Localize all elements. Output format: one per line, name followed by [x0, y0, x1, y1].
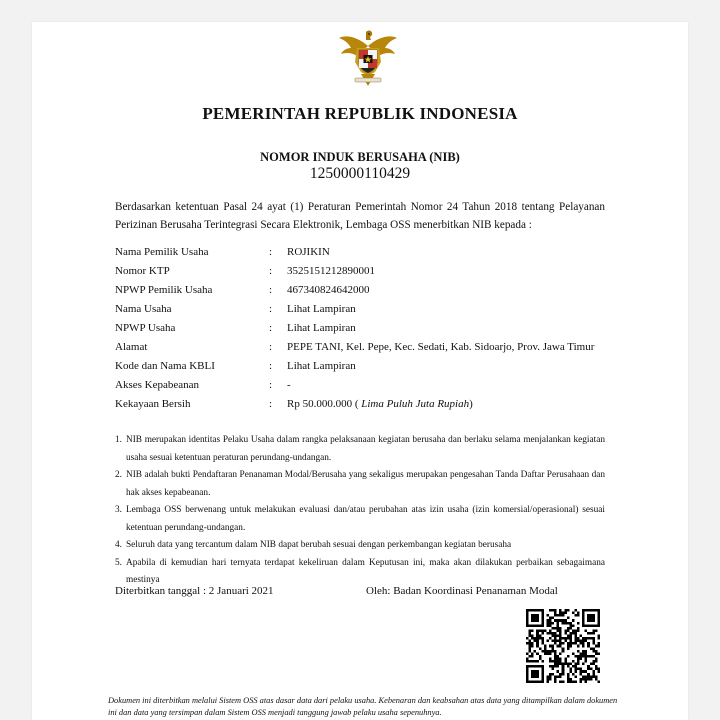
note-number: 3. — [115, 505, 122, 515]
list-item — [115, 467, 605, 502]
business-fields — [115, 243, 615, 414]
field-label: Akses Kepabeanan — [115, 379, 199, 391]
note-number: 5. — [115, 557, 122, 568]
footer-disclaimer: Dokumen ini diterbitkan melalui Sistem OSS atas dasar data dari pelaku usaha. Kebenaran dan keabsahan atas data yang ditampilkan dalam dokumen ini dan data yang tersimpan dalam Sistem OSS menjadi tanggung jawab pelaku usaha sepenuhnya. — [108, 696, 618, 717]
list-item — [115, 537, 605, 555]
field-value: PEPE TANI, Kel. Pepe, Kec. Sedati, Kab. Sidoarjo, Prov. Jawa Timur — [287, 341, 595, 353]
field-label: NPWP Pemilik Usaha — [115, 284, 213, 296]
field-separator: : — [269, 284, 273, 296]
nib-number: 1250000110429 — [309, 165, 411, 182]
field-separator: : — [269, 265, 273, 277]
field-separator: : — [269, 341, 273, 353]
field-value: - — [287, 379, 291, 391]
issue-date: Diterbitkan tanggal : 2 Januari 2021 — [115, 585, 274, 597]
note-number: 2. — [115, 470, 122, 480]
field-label: Nama Pemilik Usaha — [115, 246, 209, 258]
note-text: Apabila di kemudian hari ternyata terdapat kekeliruan dalam Keputusan ini, maka akan dilakukan perbaikan sebagaimana mestinya — [126, 557, 605, 585]
field-value: Lihat Lampiran — [287, 303, 356, 315]
field-label: Kode dan Nama KBLI — [115, 360, 215, 372]
notes-list — [115, 432, 605, 590]
field-row-owner-npwp — [115, 281, 615, 300]
net-worth-words: Lima Puluh Juta Rupiah — [358, 398, 470, 410]
field-row-ktp — [115, 262, 615, 281]
field-label: NPWP Usaha — [115, 322, 176, 334]
field-label: Nomor KTP — [115, 265, 170, 277]
net-worth-close: ) — [469, 398, 473, 410]
field-row-address — [115, 338, 615, 357]
field-row-business-npwp — [115, 319, 615, 338]
document-subtitle: NOMOR INDUK BERUSAHA (NIB) — [260, 150, 460, 164]
field-value: 3525151212890001 — [287, 265, 375, 277]
field-label: Alamat — [115, 341, 148, 353]
field-row-net-worth — [115, 395, 615, 414]
field-value: Lihat Lampiran — [287, 322, 356, 334]
note-number: 4. — [115, 540, 122, 550]
field-value: ROJIKIN — [287, 246, 330, 258]
field-separator: : — [269, 398, 273, 410]
field-value — [287, 398, 473, 410]
garuda-emblem-icon — [337, 28, 399, 88]
field-row-customs-access — [115, 376, 615, 395]
issuing-agency: Oleh: Badan Koordinasi Penanaman Modal — [366, 585, 558, 597]
list-item — [115, 502, 605, 537]
list-item — [115, 432, 605, 467]
document-page — [32, 22, 688, 720]
field-row-business-name — [115, 300, 615, 319]
field-separator: : — [269, 379, 273, 391]
note-number: 1. — [115, 435, 122, 445]
field-separator: : — [269, 322, 273, 334]
note-text: NIB merupakan identitas Pelaku Usaha dalam rangka pelaksanaan kegiatan berusaha dan berlaku selama menjalankan kegiatan usaha sesuai ketentuan peraturan perundang-undangan. — [126, 435, 605, 463]
note-text: NIB adalah bukti Pendaftaran Penanaman Modal/Berusaha yang sekaligus merupakan pengesahan Tanda Daftar Perusahaan dan hak akses kepabeanan. — [126, 470, 605, 498]
qr-code-icon — [526, 609, 600, 683]
intro-paragraph: Berdasarkan ketentuan Pasal 24 ayat (1) Peraturan Pemerintah Nomor 24 Tahun 2018 tentang Pelayanan Perizinan Berusaha Terintegrasi Secara Elektronik, Lembaga OSS menerbitkan NIB kepada : — [115, 201, 605, 231]
field-separator: : — [269, 360, 273, 372]
field-row-owner-name — [115, 243, 615, 262]
field-value: 467340824642000 — [287, 284, 370, 296]
note-text: Lembaga OSS berwenang untuk melakukan evaluasi dan/atau perubahan atas izin usaha (izin komersial/operasional) sesuai ketentuan perundang-undangan. — [126, 505, 605, 533]
field-label: Nama Usaha — [115, 303, 172, 315]
field-row-kbli — [115, 357, 615, 376]
field-label: Kekayaan Bersih — [115, 398, 191, 410]
page-title: PEMERINTAH REPUBLIK INDONESIA — [202, 104, 518, 123]
field-separator: : — [269, 246, 273, 258]
field-separator: : — [269, 303, 273, 315]
note-text: Seluruh data yang tercantum dalam NIB dapat berubah sesuai dengan perkembangan kegiatan berusaha — [126, 540, 512, 550]
net-worth-amount: Rp 50.000.000 ( — [287, 398, 359, 410]
field-value: Lihat Lampiran — [287, 360, 356, 372]
